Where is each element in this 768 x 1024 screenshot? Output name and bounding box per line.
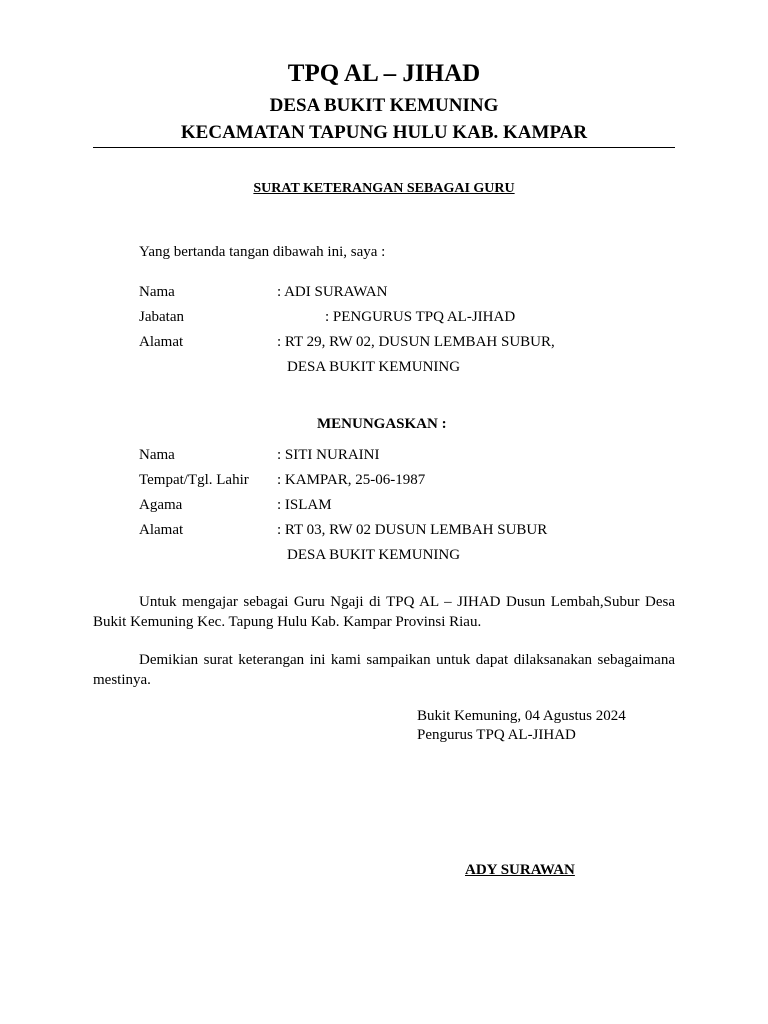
letterhead-divider [93, 147, 675, 148]
assignee-birth-value: : KAMPAR, 25-06-1987 [277, 472, 426, 488]
assign-heading: MENUNGASKAN : [317, 416, 447, 432]
assignee-birth-label: Tempat/Tgl. Lahir [139, 472, 249, 488]
signature-role: Pengurus TPQ AL-JIHAD [417, 727, 576, 743]
letterhead-org: TPQ AL – JIHAD [287, 60, 481, 87]
signer-position-label: Jabatan [139, 309, 184, 325]
signer-name-value: : ADI SURAWAN [277, 284, 388, 300]
assignee-address-value: : RT 03, RW 02 DUSUN LEMBAH SUBUR [277, 522, 548, 538]
signer-name-label: Nama [139, 284, 175, 300]
closing-paragraph: Demikian surat keterangan ini kami sampaikan untuk dapat dilaksanakan sebagaimana mestinya. [93, 652, 675, 688]
assignee-address-line2: DESA BUKIT KEMUNING [287, 547, 461, 563]
signature-name: ADY SURAWAN [465, 862, 575, 878]
letter-title: SURAT KETERANGAN SEBAGAI GURU [253, 181, 515, 196]
letterhead-village: DESA BUKIT KEMUNING [269, 95, 499, 116]
body-paragraph: Untuk mengajar sebagai Guru Ngaji di TPQ AL – JIHAD Dusun Lembah,Subur Desa Bukit Kemuning Kec. Tapung Hulu Kab. Kampar Provinsi Riau. [93, 594, 675, 630]
signer-position-value: : PENGURUS TPQ AL-JIHAD [325, 309, 516, 325]
letterhead-district: KECAMATAN TAPUNG HULU KAB. KAMPAR [180, 122, 588, 143]
assignee-name-value: : SITI NURAINI [277, 447, 380, 463]
signer-address-label: Alamat [139, 334, 184, 350]
signer-address-line2: DESA BUKIT KEMUNING [287, 359, 461, 375]
intro-text: Yang bertanda tangan dibawah ini, saya : [139, 244, 386, 260]
assignee-address-label: Alamat [139, 522, 184, 538]
assignee-name-label: Nama [139, 447, 175, 463]
assignee-religion-value: : ISLAM [277, 497, 332, 513]
assignee-religion-label: Agama [139, 497, 183, 513]
signature-place-date: Bukit Kemuning, 04 Agustus 2024 [417, 708, 626, 724]
signer-address-value: : RT 29, RW 02, DUSUN LEMBAH SUBUR, [277, 334, 555, 350]
